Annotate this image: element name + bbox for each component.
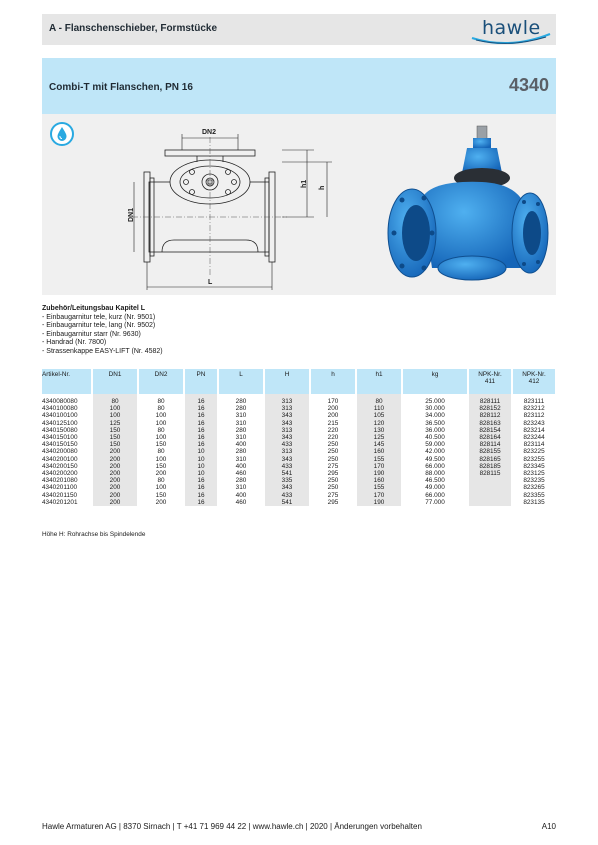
table-row xyxy=(42,427,556,434)
table-cell: 4340201201 xyxy=(42,499,92,506)
table-cell: 220 xyxy=(310,434,356,441)
table-cell: 88.000 xyxy=(402,470,468,477)
table-cell: 36.500 xyxy=(402,420,468,427)
table-cell: 828185 xyxy=(468,463,512,470)
table-cell: 155 xyxy=(356,456,402,463)
h-label: h xyxy=(319,185,326,190)
table-cell: 4340125100 xyxy=(42,420,92,427)
table-cell: 828111 xyxy=(468,394,512,405)
table-cell: 200 xyxy=(138,499,184,506)
column-header: DN1 xyxy=(92,369,138,394)
table-cell: 100 xyxy=(92,412,138,419)
table-cell: 250 xyxy=(310,477,356,484)
table-cell: 16 xyxy=(184,394,218,405)
table-cell: 49.500 xyxy=(402,456,468,463)
table-cell: 4340200100 xyxy=(42,456,92,463)
table-cell: 313 xyxy=(264,394,310,405)
hawle-logo xyxy=(470,16,552,44)
column-header: h1 xyxy=(356,369,402,394)
table-cell: 280 xyxy=(218,394,264,405)
table-row xyxy=(42,470,556,477)
table-cell: 4340100080 xyxy=(42,405,92,412)
table-cell: 40.500 xyxy=(402,434,468,441)
table-cell: 190 xyxy=(356,470,402,477)
table-cell: 150 xyxy=(92,427,138,434)
table-cell: 280 xyxy=(218,427,264,434)
table-cell: 160 xyxy=(356,477,402,484)
table-cell: 200 xyxy=(92,456,138,463)
table-cell xyxy=(468,499,512,506)
table-cell: 100 xyxy=(92,405,138,412)
table-cell: 310 xyxy=(218,456,264,463)
table-cell: 250 xyxy=(310,484,356,491)
table-cell: 80 xyxy=(356,394,402,405)
table-cell: 145 xyxy=(356,441,402,448)
table-cell: 160 xyxy=(356,448,402,455)
table-cell: 200 xyxy=(92,484,138,491)
table-cell: 10 xyxy=(184,456,218,463)
table-cell: 433 xyxy=(264,463,310,470)
table-cell: 59.000 xyxy=(402,441,468,448)
table-cell: 16 xyxy=(184,412,218,419)
table-cell: 77.000 xyxy=(402,499,468,506)
table-cell: 170 xyxy=(356,463,402,470)
table-cell: 823214 xyxy=(512,427,556,434)
dn2-label: DN2 xyxy=(202,129,217,136)
table-cell: 200 xyxy=(92,470,138,477)
table-row xyxy=(42,441,556,448)
table-row xyxy=(42,448,556,455)
table-cell: 400 xyxy=(218,492,264,499)
accessory-item: - Handrad (Nr. 7800) xyxy=(42,339,107,347)
table-cell: 400 xyxy=(218,441,264,448)
table-cell: 823265 xyxy=(512,484,556,491)
table-cell: 200 xyxy=(92,492,138,499)
table-cell: 828114 xyxy=(468,441,512,448)
column-header: Artikel-Nr. xyxy=(42,369,92,394)
table-cell: 313 xyxy=(264,405,310,412)
table-row xyxy=(42,394,556,405)
accessory-item: - Einbaugarnitur tele, kurz (Nr. 9501) xyxy=(42,313,156,321)
table-cell: 541 xyxy=(264,499,310,506)
l-label: L xyxy=(208,279,213,286)
table-row xyxy=(42,499,556,506)
table-cell: 36.000 xyxy=(402,427,468,434)
spec-table xyxy=(42,369,557,506)
table-cell: 80 xyxy=(138,427,184,434)
table-cell: 10 xyxy=(184,463,218,470)
table-cell: 343 xyxy=(264,434,310,441)
column-header: NPK-Nr. 411 xyxy=(468,369,512,394)
table-cell: 4340200080 xyxy=(42,448,92,455)
table-cell: 310 xyxy=(218,412,264,419)
table-cell: 150 xyxy=(138,441,184,448)
table-cell: 200 xyxy=(92,477,138,484)
table-cell: 4340150150 xyxy=(42,441,92,448)
table-cell: 16 xyxy=(184,427,218,434)
table-row xyxy=(42,434,556,441)
table-cell: 200 xyxy=(310,412,356,419)
table-cell: 343 xyxy=(264,456,310,463)
accessories-list xyxy=(42,305,163,357)
table-cell: 190 xyxy=(356,499,402,506)
table-cell: 105 xyxy=(356,412,402,419)
accessories-title: Zubehör/Leitungsbau Kapitel L xyxy=(42,305,146,312)
column-header: NPK-Nr. 412 xyxy=(512,369,556,394)
product-bar xyxy=(42,58,556,114)
accessory-item: - Strassenkappe EASY-LIFT (Nr. 4582) xyxy=(42,347,163,355)
table-cell: 125 xyxy=(92,420,138,427)
table-cell: 343 xyxy=(264,484,310,491)
table-cell: 170 xyxy=(356,492,402,499)
table-cell: 34.000 xyxy=(402,412,468,419)
table-cell: 335 xyxy=(264,477,310,484)
column-header: DN2 xyxy=(138,369,184,394)
table-cell: 280 xyxy=(218,405,264,412)
table-cell: 828164 xyxy=(468,434,512,441)
table-note: Höhe H: Rohrachse bis Spindelende xyxy=(42,531,146,538)
table-cell: 200 xyxy=(92,448,138,455)
column-header: H xyxy=(264,369,310,394)
table-cell: 125 xyxy=(356,434,402,441)
table-cell: 823355 xyxy=(512,492,556,499)
product-number: 4340 xyxy=(508,75,549,95)
table-cell: 16 xyxy=(184,441,218,448)
table-cell: 30.000 xyxy=(402,405,468,412)
table-cell: 828112 xyxy=(468,412,512,419)
table-cell: 66.000 xyxy=(402,463,468,470)
table-cell: 16 xyxy=(184,484,218,491)
table-cell: 250 xyxy=(310,441,356,448)
table-cell: 4340150080 xyxy=(42,427,92,434)
table-cell: 823112 xyxy=(512,412,556,419)
table-cell: 100 xyxy=(138,484,184,491)
table-cell: 200 xyxy=(310,405,356,412)
table-cell: 46.500 xyxy=(402,477,468,484)
table-cell: 275 xyxy=(310,492,356,499)
table-cell: 4340200200 xyxy=(42,470,92,477)
table-cell: 313 xyxy=(264,427,310,434)
water-drop-icon xyxy=(50,122,74,146)
table-cell xyxy=(468,484,512,491)
table-cell: 110 xyxy=(356,405,402,412)
table-cell: 823243 xyxy=(512,420,556,427)
table-cell: 343 xyxy=(264,412,310,419)
table-cell: 433 xyxy=(264,441,310,448)
table-cell: 4340080080 xyxy=(42,394,92,405)
table-cell: 4340201150 xyxy=(42,492,92,499)
table-row xyxy=(42,420,556,427)
table-header xyxy=(42,369,556,394)
table-cell: 295 xyxy=(310,470,356,477)
table-cell: 823125 xyxy=(512,470,556,477)
table-cell: 150 xyxy=(138,492,184,499)
table-cell: 828115 xyxy=(468,470,512,477)
product-title: Combi-T mit Flanschen, PN 16 xyxy=(49,82,193,93)
table-cell: 4340100100 xyxy=(42,412,92,419)
table-cell: 823244 xyxy=(512,434,556,441)
table-cell: 823114 xyxy=(512,441,556,448)
table-cell: 250 xyxy=(310,456,356,463)
table-cell: 66.000 xyxy=(402,492,468,499)
table-cell: 823111 xyxy=(512,394,556,405)
column-header: L xyxy=(218,369,264,394)
page-number: A10 xyxy=(541,822,556,831)
table-cell: 310 xyxy=(218,420,264,427)
image-panel xyxy=(42,114,556,295)
table-cell: 100 xyxy=(138,434,184,441)
table-cell: 130 xyxy=(356,427,402,434)
table-cell: 80 xyxy=(138,477,184,484)
table-cell: 42.000 xyxy=(402,448,468,455)
dn1-label: DN1 xyxy=(128,207,135,222)
table-cell: 150 xyxy=(92,441,138,448)
table-cell: 310 xyxy=(218,484,264,491)
table-cell: 310 xyxy=(218,434,264,441)
table-cell: 80 xyxy=(138,405,184,412)
table-cell: 823345 xyxy=(512,463,556,470)
table-cell: 80 xyxy=(138,394,184,405)
table-cell: 828155 xyxy=(468,448,512,455)
table-cell: 200 xyxy=(138,470,184,477)
table-cell: 828165 xyxy=(468,456,512,463)
table-cell: 100 xyxy=(138,456,184,463)
table-row xyxy=(42,477,556,484)
table-cell: 460 xyxy=(218,470,264,477)
table-cell: 250 xyxy=(310,448,356,455)
table-cell: 823225 xyxy=(512,448,556,455)
table-cell: 16 xyxy=(184,499,218,506)
table-cell: 4340200150 xyxy=(42,463,92,470)
table-cell: 170 xyxy=(310,394,356,405)
table-row xyxy=(42,412,556,419)
column-header: kg xyxy=(402,369,468,394)
table-cell: 4340201080 xyxy=(42,477,92,484)
table-cell: 460 xyxy=(218,499,264,506)
accessory-item: - Einbaugarnitur tele, lang (Nr. 9502) xyxy=(42,322,156,330)
table-cell: 155 xyxy=(356,484,402,491)
table-row xyxy=(42,456,556,463)
accessory-item: - Einbaugarnitur starr (Nr. 9630) xyxy=(42,330,141,338)
table-cell: 295 xyxy=(310,499,356,506)
table-cell: 200 xyxy=(92,499,138,506)
table-cell: 16 xyxy=(184,434,218,441)
table-cell: 16 xyxy=(184,405,218,412)
table-cell: 80 xyxy=(92,394,138,405)
table-cell: 828163 xyxy=(468,420,512,427)
table-cell: 215 xyxy=(310,420,356,427)
table-cell: 16 xyxy=(184,420,218,427)
table-cell: 823255 xyxy=(512,456,556,463)
table-cell: 280 xyxy=(218,448,264,455)
section-title: A - Flanschenschieber, Formstücke xyxy=(49,23,218,34)
table-cell: 823212 xyxy=(512,405,556,412)
footer-text: Hawle Armaturen AG | 8370 Sirnach | T +41 71 969 44 22 | www.hawle.ch | 2020 | Änderungen vorbehalten xyxy=(42,822,422,831)
table-cell: 541 xyxy=(264,470,310,477)
table-cell: 433 xyxy=(264,492,310,499)
table-cell: 10 xyxy=(184,448,218,455)
table-cell: 150 xyxy=(92,434,138,441)
table-cell: 120 xyxy=(356,420,402,427)
table-row xyxy=(42,492,556,499)
table-row xyxy=(42,484,556,491)
table-cell: 823135 xyxy=(512,499,556,506)
table-cell xyxy=(468,477,512,484)
technical-drawing xyxy=(122,122,342,292)
table-cell: 4340150100 xyxy=(42,434,92,441)
table-cell: 100 xyxy=(138,420,184,427)
table-cell: 275 xyxy=(310,463,356,470)
table-row xyxy=(42,463,556,470)
table-cell: 80 xyxy=(138,448,184,455)
table-cell: 280 xyxy=(218,477,264,484)
table-cell: 200 xyxy=(92,463,138,470)
table-cell: 823235 xyxy=(512,477,556,484)
column-header: PN xyxy=(184,369,218,394)
table-cell: 10 xyxy=(184,470,218,477)
header-bar xyxy=(42,14,556,45)
table-row xyxy=(42,405,556,412)
valve-photo xyxy=(372,118,552,293)
table-cell xyxy=(468,492,512,499)
table-cell: 100 xyxy=(138,412,184,419)
h1-label: h1 xyxy=(301,179,308,188)
table-cell: 313 xyxy=(264,448,310,455)
table-cell: 343 xyxy=(264,420,310,427)
table-body xyxy=(42,394,556,506)
table-cell: 49.000 xyxy=(402,484,468,491)
table-cell: 828154 xyxy=(468,427,512,434)
table-cell: 25.000 xyxy=(402,394,468,405)
table-cell: 828152 xyxy=(468,405,512,412)
table-cell: 16 xyxy=(184,477,218,484)
table-cell: 220 xyxy=(310,427,356,434)
table-cell: 150 xyxy=(138,463,184,470)
logo-text: hawle xyxy=(482,17,541,39)
table-cell: 4340201100 xyxy=(42,484,92,491)
column-header: h xyxy=(310,369,356,394)
table-cell: 16 xyxy=(184,492,218,499)
table-cell: 400 xyxy=(218,463,264,470)
